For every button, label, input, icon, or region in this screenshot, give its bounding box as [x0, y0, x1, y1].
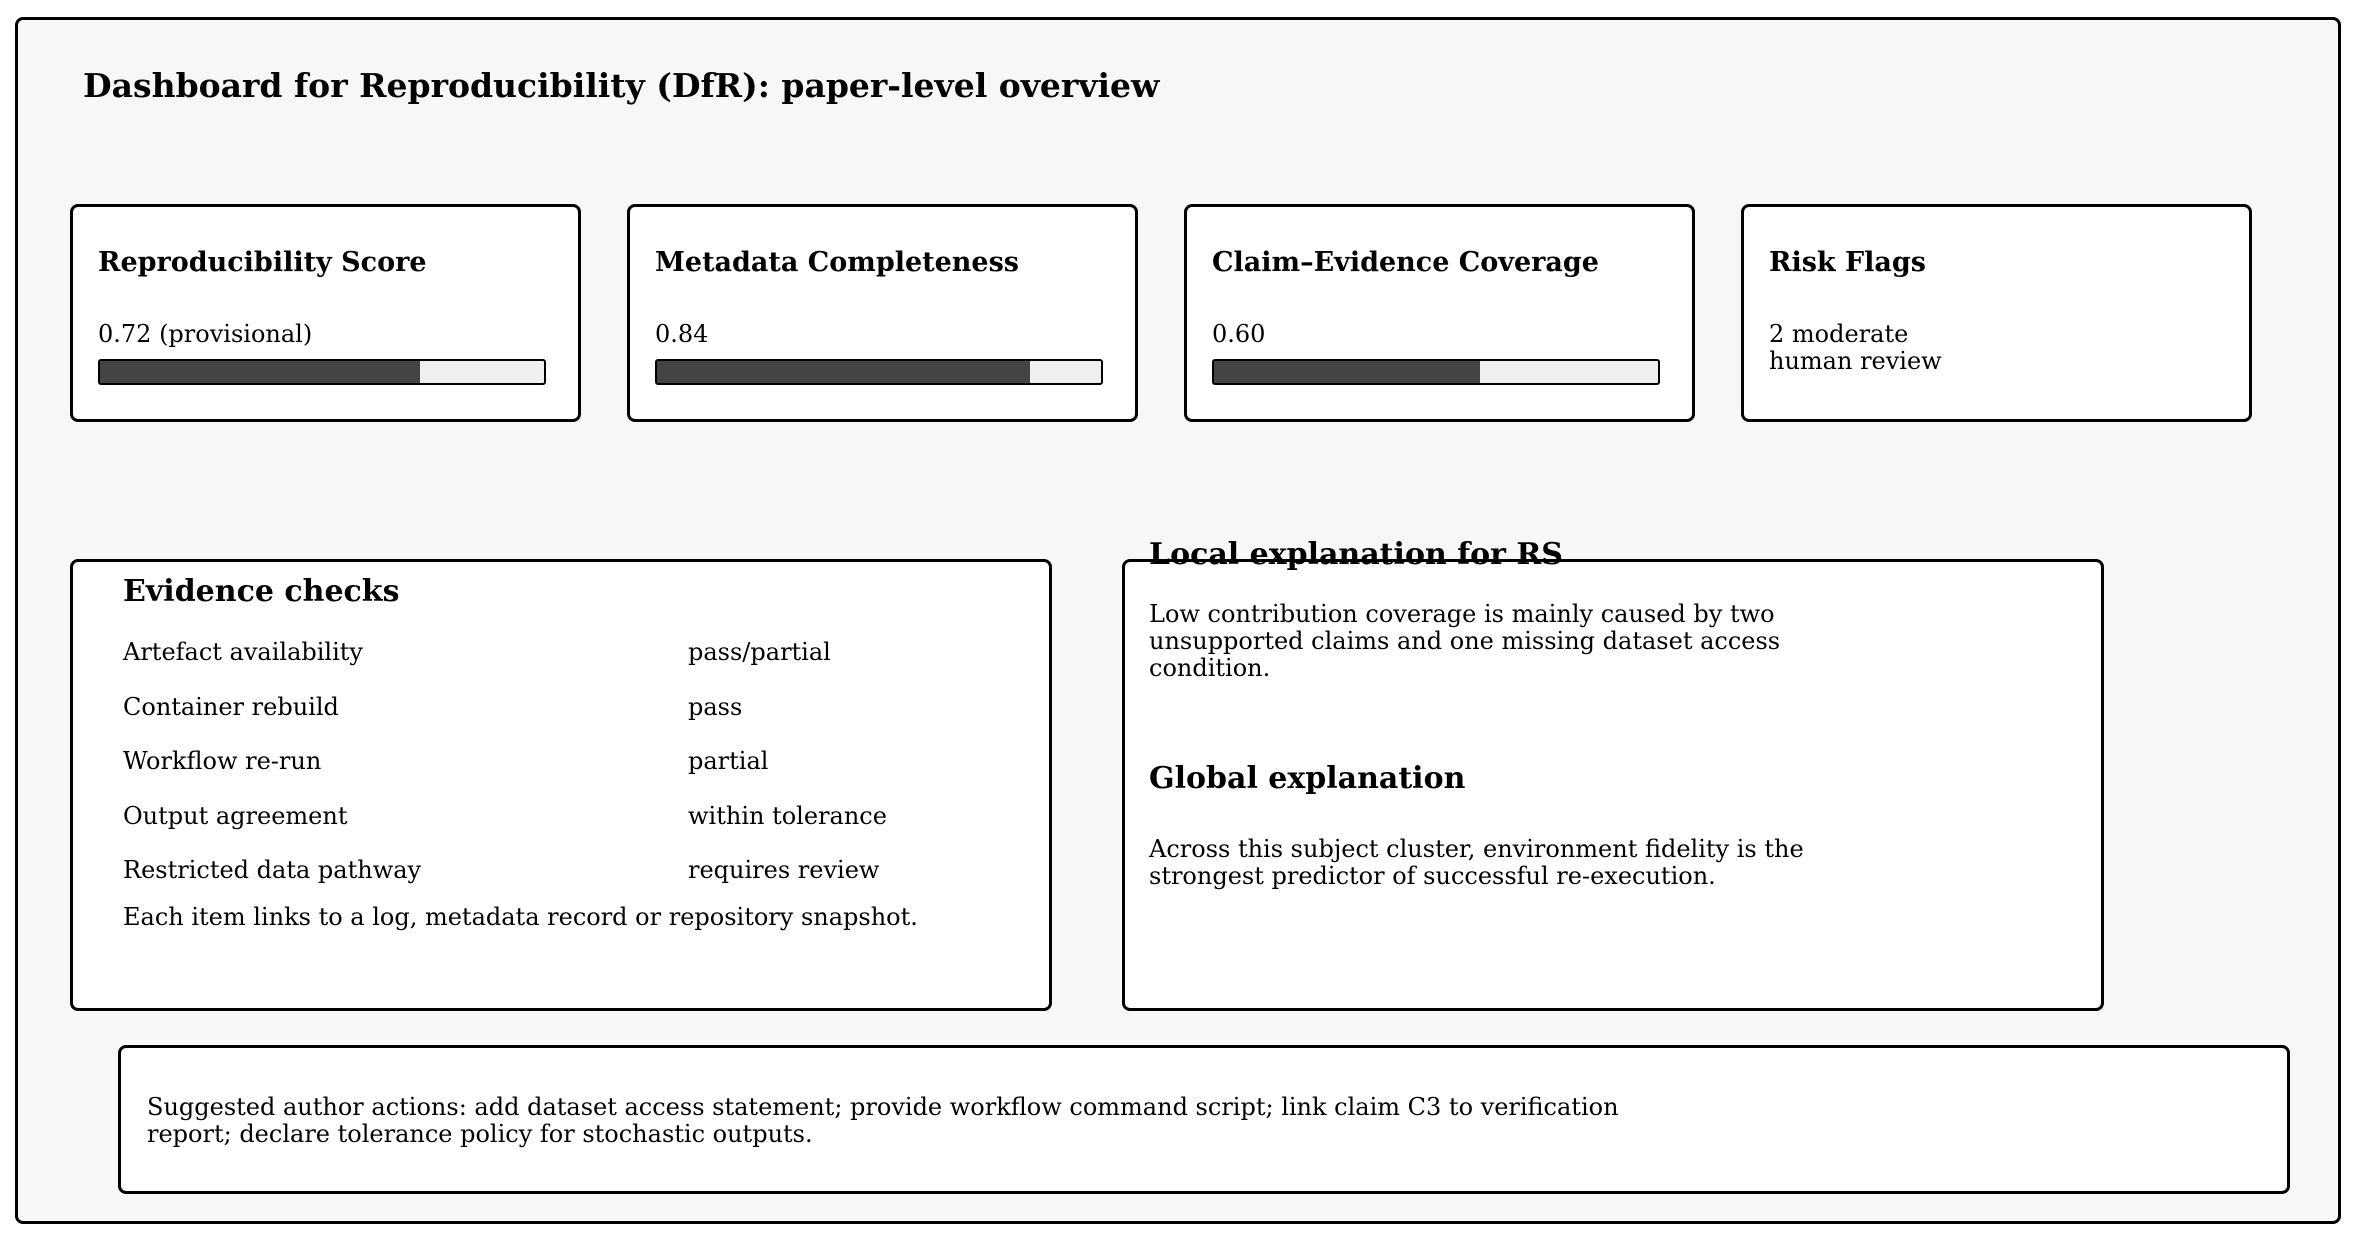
metric-value: 0.72 (provisional): [98, 320, 313, 348]
metric-card-risk-flags: [1741, 204, 2252, 422]
check-label: Output agreement: [123, 802, 348, 830]
risk-flags-action: human review: [1769, 347, 1942, 375]
metric-value: 0.84: [655, 320, 709, 348]
evidence-checks-panel: [70, 559, 1052, 1011]
check-status: partial: [688, 747, 769, 775]
global-explanation-text: Across this subject cluster, environment fidelity is the: [1149, 835, 1804, 863]
metric-title: Metadata Completeness: [655, 247, 1020, 278]
metric-title: Claim–Evidence Coverage: [1212, 247, 1599, 278]
progress-bar-fill: [100, 361, 420, 383]
check-label: Container rebuild: [123, 693, 339, 721]
page-title: Dashboard for Reproducibility (DfR): paper-level overview: [83, 66, 1160, 105]
check-status: pass: [688, 693, 743, 721]
progress-bar: [1212, 359, 1660, 385]
progress-bar: [98, 359, 546, 385]
local-explanation-title: Local explanation for RS: [1149, 537, 1563, 572]
global-explanation-text: strongest predictor of successful re-execution.: [1149, 862, 1716, 890]
evidence-checks-note: Each item links to a log, metadata record or repository snapshot.: [123, 903, 918, 931]
suggested-actions-panel: [118, 1045, 2290, 1194]
check-label: Restricted data pathway: [123, 856, 422, 884]
progress-bar-fill: [1214, 361, 1480, 383]
risk-flags-title: Risk Flags: [1769, 247, 1927, 278]
local-explanation-text: unsupported claims and one missing dataset access: [1149, 627, 1781, 655]
metric-title: Reproducibility Score: [98, 247, 427, 278]
suggested-actions-text: Suggested author actions: add dataset access statement; provide workflow command script; link claim C3 to verification: [147, 1093, 1619, 1121]
progress-bar-fill: [657, 361, 1030, 383]
metric-card-metadata-completeness: [627, 204, 1138, 422]
metric-card-reproducibility-score: [70, 204, 581, 422]
check-label: Workflow re-run: [123, 747, 322, 775]
suggested-actions-text: report; declare tolerance policy for stochastic outputs.: [147, 1120, 813, 1148]
check-label: Artefact availability: [123, 638, 363, 666]
evidence-checks-title: Evidence checks: [123, 574, 400, 609]
risk-flags-count: 2 moderate: [1769, 320, 1909, 348]
metric-card-claim-evidence-coverage: [1184, 204, 1695, 422]
metric-value: 0.60: [1212, 320, 1266, 348]
local-explanation-text: condition.: [1149, 654, 1271, 682]
progress-bar: [655, 359, 1103, 385]
local-explanation-text: Low contribution coverage is mainly caused by two: [1149, 600, 1775, 628]
check-status: within tolerance: [688, 802, 887, 830]
check-status: requires review: [688, 856, 880, 884]
global-explanation-title: Global explanation: [1149, 761, 1466, 796]
check-status: pass/partial: [688, 638, 831, 666]
